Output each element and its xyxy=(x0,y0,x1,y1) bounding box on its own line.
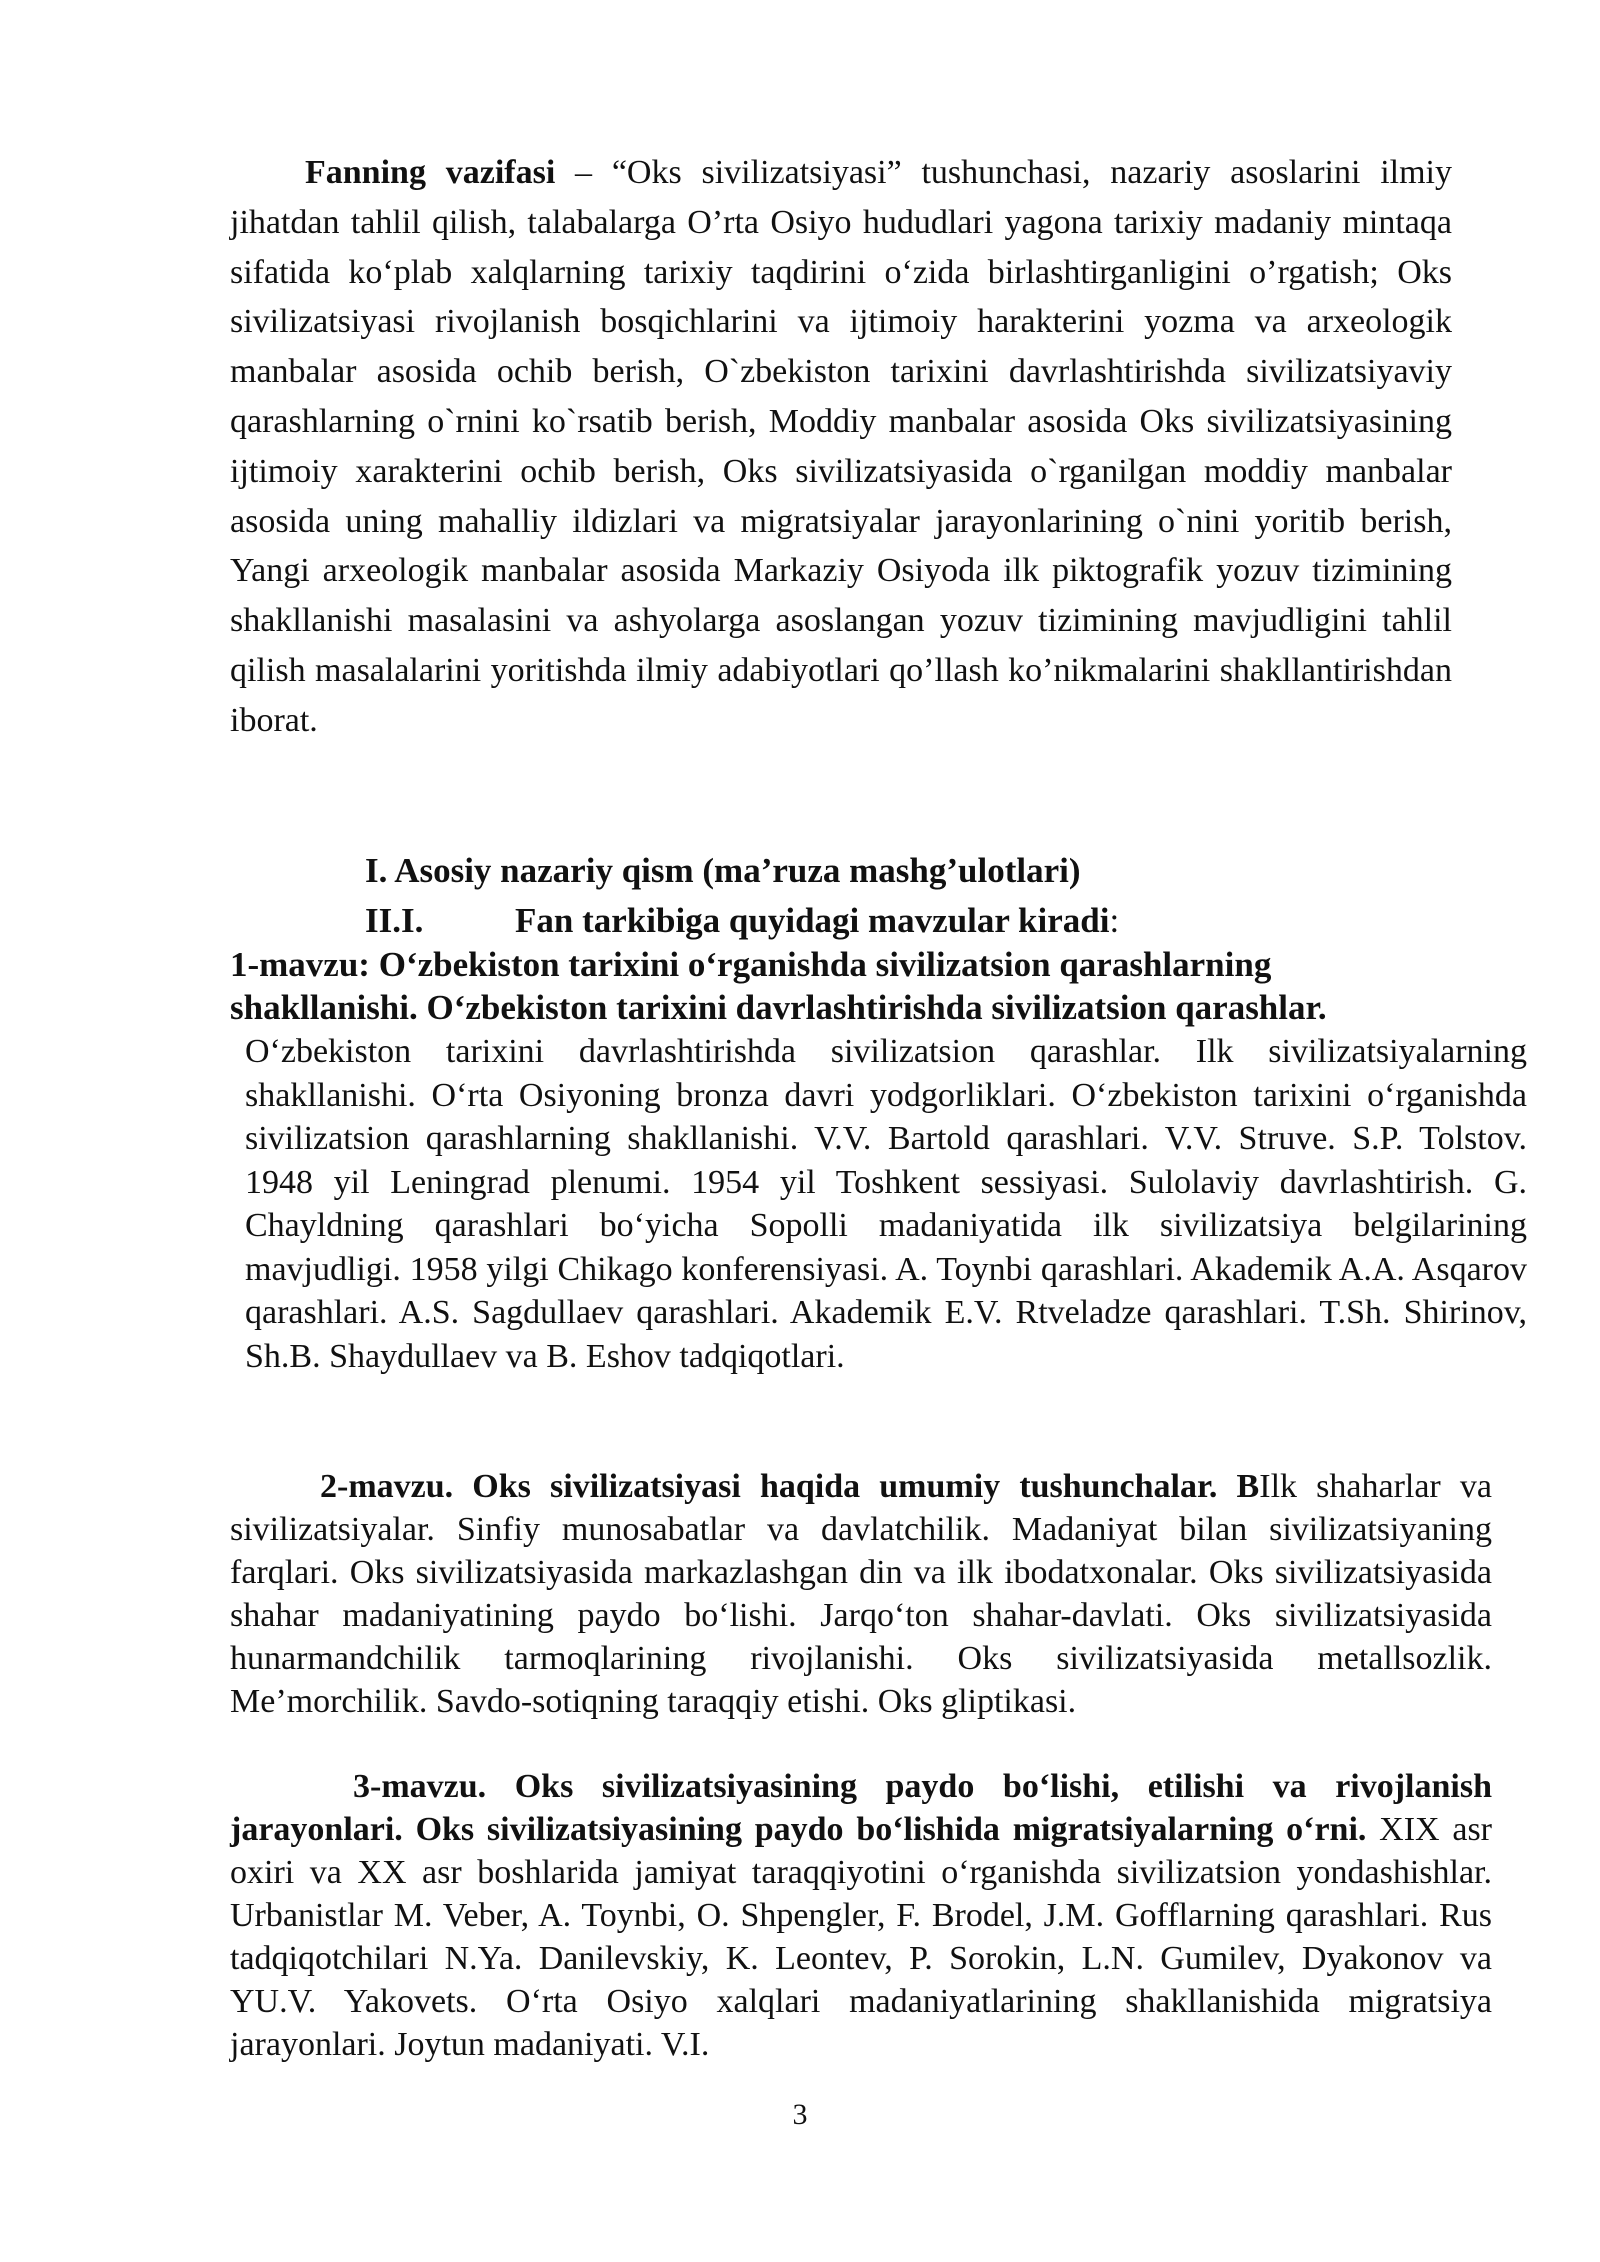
subsection-number: II.I. xyxy=(365,901,424,940)
topic1-heading: 1-mavzu: O‘zbekiston tarixini o‘rganishda sivilizatsion qarashlarning shakllanishi. O‘zbekiston tarixini davrlashtirishda sivilizatsion qarashlar. xyxy=(230,945,1327,1027)
subsection-title: Fan tarkibiga quyidagi mavzular kiradi xyxy=(515,901,1110,940)
topic2-heading: 2-mavzu. Oks sivilizatsiyasi haqida umumiy tushunchalar. B xyxy=(320,1468,1260,1505)
section-heading: I. Asosiy nazariy qism (ma’ruza mashg’ulotlari) xyxy=(365,851,1081,890)
page-number: 3 xyxy=(792,2098,808,2131)
topic3-text: XIX asr oxiri va XX asr boshlarida jamiyat taraqqiyotini o‘rganishda sivilizatsion yondashishlar. Urbanistlar M. Veber, A. Toynbi, O. Shpengler, F. Brodel, J.M. Gofflarning qarashlari. Rus tadqiqotchilari N.Ya. Danilevskiy, K. Leontev, P. Sorokin, L.N. Gumilev, Dyakonov va YU.V. Yakovets. O‘rta Osiyo xalqlari madaniyatlarining shakllanishida migratsiya jarayonlari. Joytun madaniyati. V.I. xyxy=(230,1811,1493,2063)
task-lead: Fanning vazifasi xyxy=(305,154,556,191)
topic2-text: Ilk shaharlar va sivilizatsiyalar. Sinfiy munosabatlar va davlatchilik. Madaniyat bilan sivilizatsiyaning farqlari. Oks sivilizatsiyasida markazlashgan din va ilk ibodatxonalar. Oks sivilizatsiyasida shahar madaniyatining paydo bo‘lishi. Jarqo‘ton shahar-davlati. Oks sivilizatsiyasida hunarmandchilik tarmoqlarining rivojlanishi. Oks sivilizatsiyasida metallsozlik. Me’morchilik. Savdo-sotiqning taraqqiy etishi. Oks gliptikasi. xyxy=(230,1468,1492,1720)
task-text: – “Oks sivilizatsiyasi” tushunchasi, nazariy asoslarini ilmiy jihatdan tahlil qilish, talabalarga O’rta Osiyo hududlari yagona tarixiy madaniy mintaqa sifatida ko‘plab xalqlarning tarixiy taqdirini o‘zida birlashtirganligini o’rgatish; Oks sivilizatsiyasi rivojlanish bosqichlarini va ijtimoiy harakterini yozma va arxeologik manbalar asosida ochib berish, O`zbekiston tarixini davrlashtirishda sivilizatsiyaviy qarashlarning o`rnini ko`rsatib berish, Moddiy manbalar asosida Oks sivilizatsiyasining ijtimoiy xarakterini ochib berish, Oks sivilizatsiyasida o`rganilgan moddiy manbalar asosida uning mahalliy ildizlari va migratsiyalar jarayonlarining o`nini yoritib berish, Yangi arxeologik manbalar asosida Markaziy Osiyoda ilk piktografik yozuv tizimining shakllanishi masalasini va ashyolarga asoslangan yozuv tizimining mavjudligini tahlil qilish masalalarini yoritishda ilmiy adabiyotlari qo’llash ko’nikmalarini shakllantirishdan iborat. xyxy=(230,154,1452,739)
topic1-text: O‘zbekiston tarixini davrlashtirishda sivilizatsion qarashlar. Ilk sivilizatsiyalarning shakllanishi. O‘rta Osiyoning bronza davri yodgorliklari. O‘zbekiston tarixini o‘rganishda sivilizatsion qarashlarning shakllanishi. V.V. Bartold qarashlari. V.V. Struve. S.P. Tolstov. 1948 yil Leningrad plenumi. 1954 yil Toshkent sessiyasi. Sulolaviy davrlashtirish. G. Chayldning qarashlari bo‘yicha Sopolli madaniyatida ilk sivilizatsiya belgilarining mavjudligi. 1958 yilgi Chikago konferensiyasi. A. Toynbi qarashlari. Akademik A.A. Asqarov qarashlari. A.S. Sagdullaev qarashlari. Akademik E.V. Rtveladze qarashlari. T.Sh. Shirinov, Sh.B. Shaydullaev va B. Eshov tadqiqotlari. xyxy=(245,1033,1527,1375)
task-paragraph xyxy=(230,148,1452,746)
subsection-colon: : xyxy=(1109,901,1120,940)
topic2-paragraph xyxy=(230,1465,1492,1723)
subsection-heading xyxy=(365,896,1119,946)
topic3-heading: 3-mavzu. Oks sivilizatsiyasining paydo bo‘lishi, etilishi va rivojlanish jarayonlari. Oks sivilizatsiyasining paydo bo‘lishida migratsiyalarning o‘rni. xyxy=(230,1768,1492,1848)
topic3-paragraph xyxy=(230,1765,1492,2066)
